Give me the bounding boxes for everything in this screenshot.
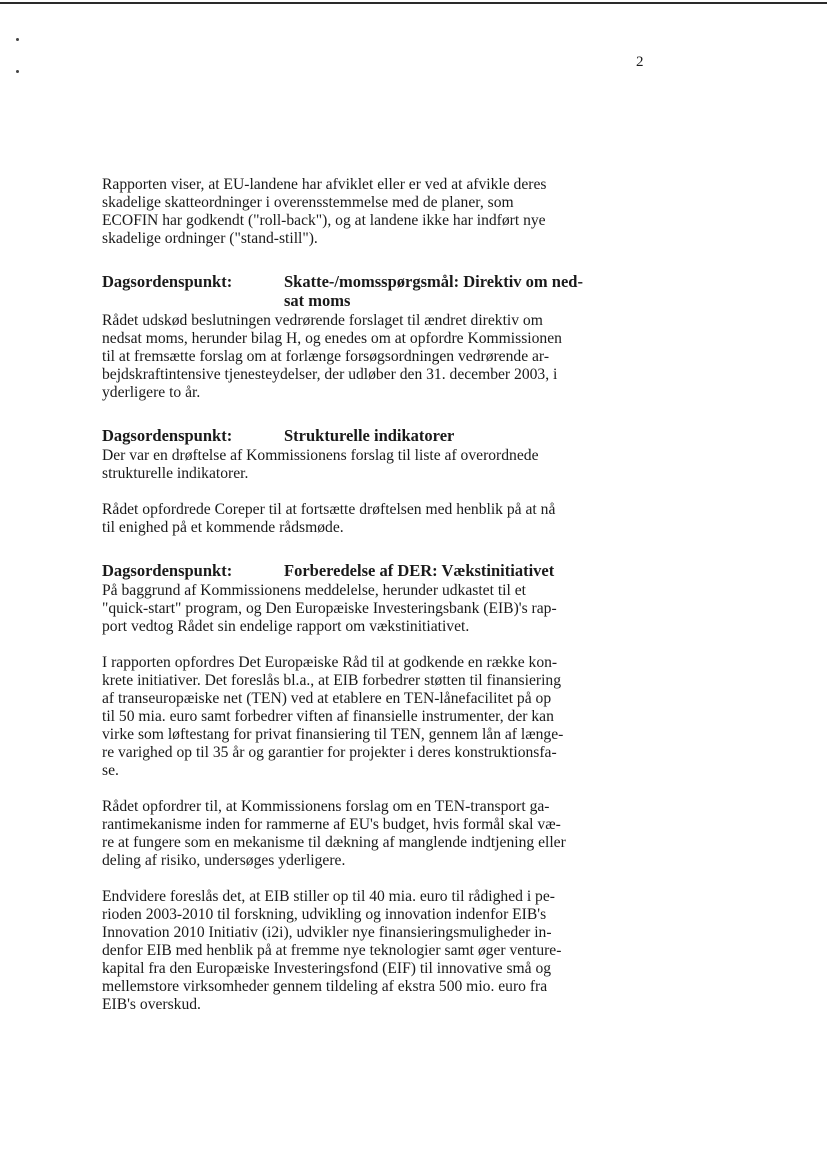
paragraph-eib-innovation <box>102 888 632 1014</box>
text-line: På baggrund af Kommissionens meddelelse, herunder udkastet til et <box>102 582 526 599</box>
paragraph-eu-harmful-tax <box>102 176 632 248</box>
text-line: Endvidere foreslås det, at EIB stiller op til 40 mia. euro til rådighed i pe- <box>102 888 555 905</box>
agenda-title-line: sat moms <box>284 291 351 310</box>
text-line: virke som løftestang for privat finansiering til TEN, gennem lån af længe- <box>102 726 564 743</box>
text-line: krete initiativer. Det foreslås bl.a., at EIB forbedrer støtten til finansiering <box>102 672 562 689</box>
text-line: "quick-start" program, og Den Europæiske Investeringsbank (EIB)'s rap- <box>102 600 557 617</box>
text-line: nedsat moms, herunder bilag H, og enedes om at opfordre Kommissionen <box>102 330 562 347</box>
agenda-title-line: Forberedelse af DER: Vækstinitiativet <box>284 561 555 580</box>
text-line: se. <box>102 762 119 779</box>
agenda-heading-vat <box>102 272 632 310</box>
text-line: til 50 mia. euro samt forbedrer viften af finansielle instrumenter, der kan <box>102 708 554 725</box>
text-line: mellemstore virksomheder gennem tildeling af ekstra 500 mio. euro fra <box>102 978 548 995</box>
agenda-title-line: Strukturelle indikatorer <box>284 426 455 445</box>
text-line: re at fungere som en mekanisme til dækning af manglende indtjening eller <box>102 834 566 851</box>
agenda-label: Dagsordenspunkt: <box>102 561 233 580</box>
text-line: port vedtog Rådet sin endelige rapport om vækstinitiativet. <box>102 618 470 635</box>
scan-speck <box>16 38 19 41</box>
agenda-title <box>284 426 624 445</box>
paragraph-growth-report <box>102 582 632 636</box>
text-line: deling af risiko, undersøges yderligere. <box>102 852 346 869</box>
text-line: rioden 2003-2010 til forskning, udvikling og innovation indenfor EIB's <box>102 906 547 923</box>
agenda-label: Dagsordenspunkt: <box>102 426 233 445</box>
page-number: 2 <box>636 54 644 70</box>
text-line: Innovation 2010 Initiativ (i2i), udvikler nye finansieringsmuligheder in- <box>102 924 552 941</box>
text-line: I rapporten opfordres Det Europæiske Råd til at godkende en række kon- <box>102 654 558 671</box>
agenda-title <box>284 272 624 310</box>
paragraph-vat-decision <box>102 312 632 402</box>
agenda-heading-growth <box>102 561 632 580</box>
scan-speck <box>16 70 19 73</box>
agenda-title <box>284 561 624 580</box>
paragraph-ten-initiatives <box>102 654 632 780</box>
top-border-rule <box>0 2 827 4</box>
text-line: af transeuropæiske net (TEN) ved at etablere en TEN-lånefacilitet på op <box>102 690 552 707</box>
text-line: skadelige ordninger ("stand-still"). <box>102 230 318 247</box>
text-line: til at fremsætte forslag om at forlænge forsøgsordningen vedrørende ar- <box>102 348 550 365</box>
text-line: Der var en drøftelse af Kommissionens forslag til liste af overordnede <box>102 447 539 464</box>
paragraph-indicators-discussion <box>102 447 632 483</box>
agenda-label: Dagsordenspunkt: <box>102 272 233 291</box>
text-line: strukturelle indikatorer. <box>102 465 249 482</box>
agenda-heading-indicators <box>102 426 632 445</box>
text-line: ECOFIN har godkendt ("roll-back"), og at landene ikke har indført nye <box>102 212 546 229</box>
text-line: bejdskraftintensive tjenesteydelser, der udløber den 31. december 2003, i <box>102 366 558 383</box>
agenda-title-line: Skatte-/momsspørgsmål: Direktiv om ned- <box>284 272 583 291</box>
text-line: Rådet opfordrer til, at Kommissionens forslag om en TEN-transport ga- <box>102 798 550 815</box>
text-line: Rådet udskød beslutningen vedrørende forslaget til ændret direktiv om <box>102 312 543 329</box>
text-line: skadelige skatteordninger i overensstemmelse med de planer, som <box>102 194 514 211</box>
paragraph-coreper <box>102 501 632 537</box>
text-line: re varighed op til 35 år og garantier for projekter i deres konstruktionsfa- <box>102 744 557 761</box>
text-line: til enighed på et kommende rådsmøde. <box>102 519 344 536</box>
text-line: denfor EIB med henblik på at fremme nye teknologier samt øger venture- <box>102 942 562 959</box>
paragraph-ten-guarantee <box>102 798 632 870</box>
text-line: EIB's overskud. <box>102 996 201 1013</box>
text-line: kapital fra den Europæiske Investeringsfond (EIF) til innovative små og <box>102 960 552 977</box>
text-line: yderligere to år. <box>102 384 201 401</box>
document-body <box>102 176 632 1014</box>
text-line: rantimekanisme inden for rammerne af EU's budget, hvis formål skal væ- <box>102 816 561 833</box>
text-line: Rådet opfordrede Coreper til at fortsætte drøftelsen med henblik på at nå <box>102 501 556 518</box>
text-line: Rapporten viser, at EU-landene har afviklet eller er ved at afvikle deres <box>102 176 547 193</box>
